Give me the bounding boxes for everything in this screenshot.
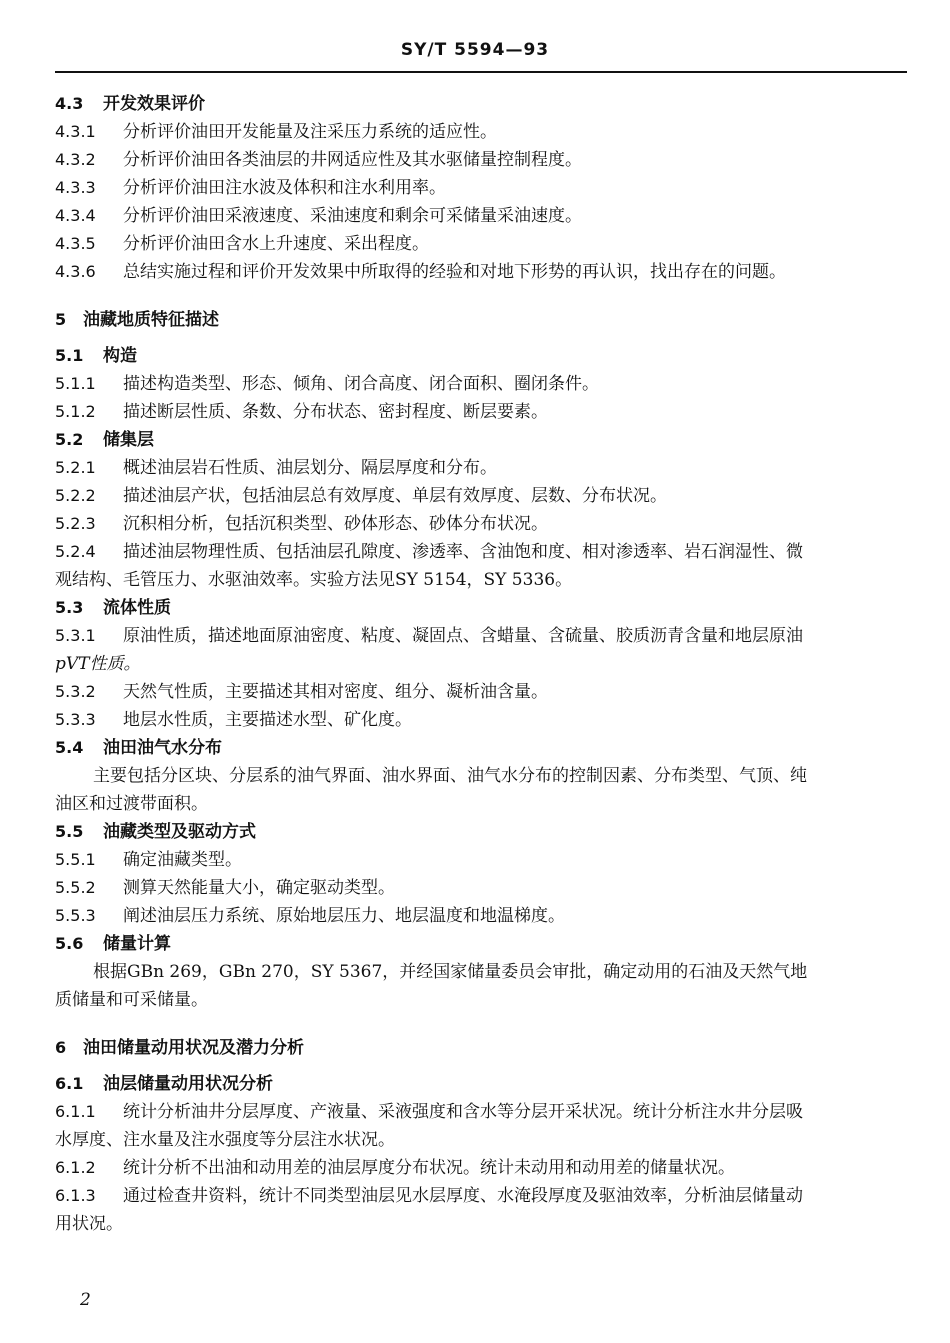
clause: 4.3.2 分析评价油田各类油层的井网适应性及其水驱储量控制程度。 <box>55 150 582 170</box>
section-heading: 5.6 储量计算 <box>55 934 171 954</box>
clause: 5.1.1 描述构造类型、形态、倾角、闭合高度、闭合面积、圈闭条件。 <box>55 374 599 394</box>
section-heading: 6.1 油层储量动用状况分析 <box>55 1074 273 1094</box>
clause: 5.2.4 描述油层物理性质、包括油层孔隙度、渗透率、含油饱和度、相对渗透率、岩石润湿性、微 <box>55 542 803 562</box>
clause: 6.1.2 统计分析不出油和动用差的油层厚度分布状况。统计未动用和动用差的储量状况。 <box>55 1158 735 1178</box>
clause: 5.5.1 确定油藏类型。 <box>55 850 242 870</box>
chapter-heading: 6 油田储量动用状况及潜力分析 <box>55 1038 304 1058</box>
clause-continuation: 水厚度、注水量及注水强度等分层注水状况。 <box>55 1130 395 1150</box>
clause-continuation: pVT性质。 <box>55 654 141 674</box>
clause-continuation: 用状况。 <box>55 1214 123 1234</box>
clause: 4.3.4 分析评价油田采液速度、采油速度和剩余可采储量采油速度。 <box>55 206 582 226</box>
section-heading: 5.5 油藏类型及驱动方式 <box>55 822 256 842</box>
clause: 6.1.1 统计分析油井分层厚度、产液量、采液强度和含水等分层开采状况。统计分析注水井分层吸 <box>55 1102 803 1122</box>
document-body <box>55 90 907 1238</box>
paragraph-continuation: 质储量和可采储量。 <box>55 990 208 1010</box>
clause: 5.3.3 地层水性质，主要描述水型、矿化度。 <box>55 710 412 730</box>
clause: 5.2.2 描述油层产状，包括油层总有效厚度、单层有效厚度、层数、分布状况。 <box>55 486 667 506</box>
section-heading: 5.1 构造 <box>55 346 137 366</box>
page-number: 2 <box>80 1290 91 1310</box>
standard-code-header: SY/T 5594—93 <box>400 40 550 60</box>
clause: 5.3.2 天然气性质，主要描述其相对密度、组分、凝析油含量。 <box>55 682 548 702</box>
section-heading: 5.2 储集层 <box>55 430 154 450</box>
paragraph-continuation: 油区和过渡带面积。 <box>55 794 208 814</box>
clause: 6.1.3 通过检查井资料，统计不同类型油层见水层厚度、水淹段厚度及驱油效率，分析油层储量动 <box>55 1186 803 1206</box>
clause: 5.2.3 沉积相分析，包括沉积类型、砂体形态、砂体分布状况。 <box>55 514 548 534</box>
clause: 5.3.1 原油性质，描述地面原油密度、粘度、凝固点、含蜡量、含硫量、胶质沥青含量和地层原油 <box>55 626 803 646</box>
clause: 4.3.1 分析评价油田开发能量及注采压力系统的适应性。 <box>55 122 497 142</box>
clause: 4.3.5 分析评价油田含水上升速度、采出程度。 <box>55 234 429 254</box>
clause: 5.2.1 概述油层岩石性质、油层划分、隔层厚度和分布。 <box>55 458 497 478</box>
clause: 4.3.6 总结实施过程和评价开发效果中所取得的经验和对地下形势的再认识，找出存在的问题。 <box>55 262 786 282</box>
clause-continuation: 观结构、毛管压力、水驱油效率。实验方法见SY 5154，SY 5336。 <box>55 570 573 590</box>
clause: 5.5.3 阐述油层压力系统、原始地层压力、地层温度和地温梯度。 <box>55 906 565 926</box>
section-heading: 5.4 油田油气水分布 <box>55 738 222 758</box>
section-heading: 4.3 开发效果评价 <box>55 94 205 114</box>
chapter-heading: 5 油藏地质特征描述 <box>55 310 219 330</box>
header-rule <box>55 71 907 73</box>
paragraph: 主要包括分区块、分层系的油气界面、油水界面、油气水分布的控制因素、分布类型、气顶、纯 <box>93 766 807 786</box>
section-heading: 5.3 流体性质 <box>55 598 171 618</box>
paragraph: 根据GBn 269，GBn 270，SY 5367，并经国家储量委员会审批，确定动用的石油及天然气地 <box>93 962 808 982</box>
clause: 4.3.3 分析评价油田注水波及体积和注水利用率。 <box>55 178 446 198</box>
clause: 5.1.2 描述断层性质、条数、分布状态、密封程度、断层要素。 <box>55 402 548 422</box>
clause: 5.5.2 测算天然能量大小，确定驱动类型。 <box>55 878 395 898</box>
